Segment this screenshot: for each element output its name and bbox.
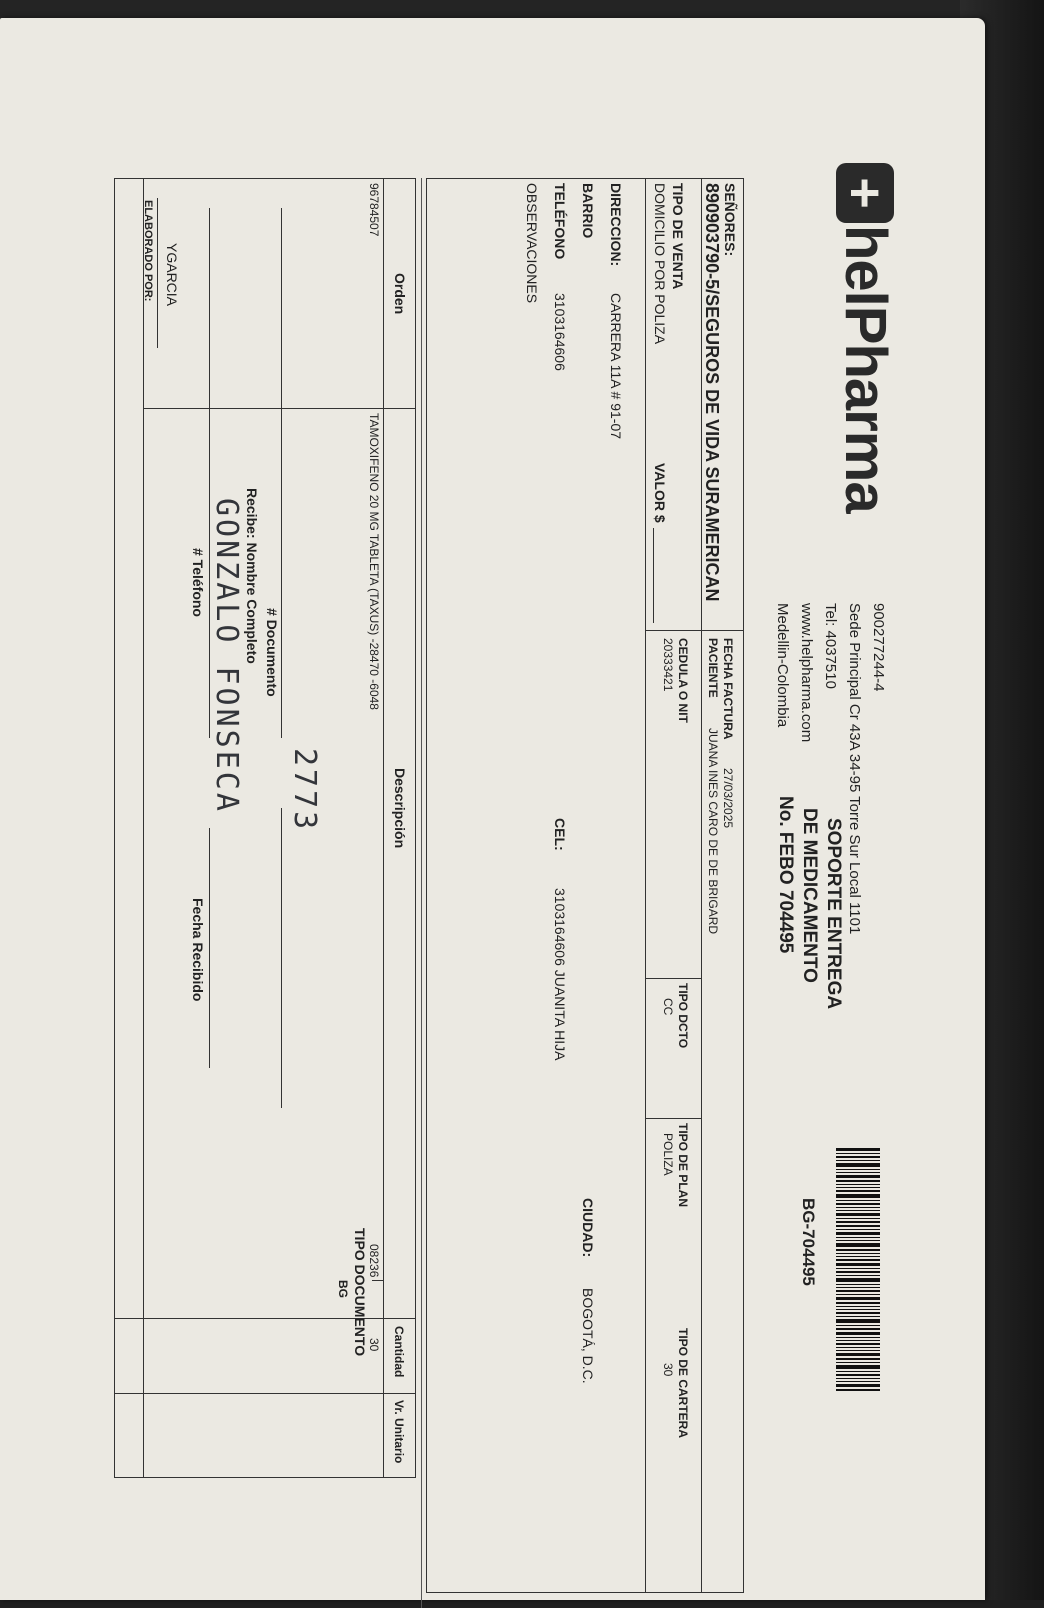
barcode-bar: [836, 1325, 880, 1326]
cedula-label: CEDULA O NIT: [676, 638, 690, 723]
logo-text: helPharma: [833, 225, 898, 513]
recibe-label: Recibe: Nombre Completo: [244, 488, 260, 664]
document-title: [773, 796, 845, 1010]
barcode-bar: [836, 1284, 880, 1285]
items-header-divider: [383, 178, 384, 1478]
barcode-bar: [836, 1187, 880, 1188]
title-line-1: SOPORTE ENTREGA: [823, 818, 844, 1010]
logo-plus-icon: +: [836, 163, 894, 223]
barcode-bar: [836, 1249, 880, 1251]
elaborado-by: YGARCIA: [164, 243, 180, 307]
tipo-dcto-label: TIPO DCTO: [676, 983, 690, 1049]
item-orden: 96784507: [367, 183, 381, 237]
barcode-bar: [836, 1190, 880, 1192]
tipo-plan-label: TIPO DE PLAN: [676, 1123, 690, 1208]
tipo-venta-value: DOMICILIO POR POLIZA: [652, 183, 668, 345]
barcode-bar: [836, 1194, 880, 1198]
signature-line-3: [209, 208, 210, 738]
cell-divider-1: [646, 978, 702, 979]
observaciones-label: OBSERVACIONES: [524, 183, 540, 304]
barcode-bar: [836, 1263, 880, 1266]
barcode-bar: [836, 1294, 880, 1295]
barcode: [836, 1148, 880, 1448]
valor-label: VALOR $: [652, 463, 668, 523]
signature-line-5: [157, 198, 158, 348]
company-phone: Tel: 4037510: [822, 603, 839, 689]
telefono-value: 3103164606: [552, 293, 568, 371]
tipo-plan-value: POLIZA: [661, 1133, 675, 1176]
barcode-bar: [836, 1221, 880, 1223]
helpharma-logo: [830, 163, 900, 513]
rotated-document-content: [60, 48, 900, 1588]
barcode-bar: [836, 1153, 880, 1154]
cell-divider-2: [646, 1118, 702, 1119]
barcode-bar: [836, 1200, 880, 1201]
col-header-cantidad: Cantidad: [392, 1326, 406, 1378]
fecha-factura-label: FECHA FACTURA: [721, 638, 735, 740]
barcode-bar: [836, 1312, 880, 1314]
barcode-bar: [836, 1243, 880, 1247]
barcode-bar: [836, 1328, 880, 1330]
barcode-bar: [836, 1297, 880, 1300]
barcode-bar: [836, 1302, 880, 1304]
barcode-bar: [836, 1213, 880, 1216]
paciente-value: JUANA INES CARO DE DE BRIGARD: [706, 728, 720, 935]
recibe-handwritten: GONZALO FONSECA: [209, 498, 244, 814]
company-address: Sede Principal Cr 43A 34-95 Torre Sur Local 1101: [846, 603, 863, 935]
barcode-bar: [836, 1232, 880, 1235]
barcode-bar: [836, 1184, 880, 1185]
barcode-bar: [836, 1253, 880, 1254]
telefono-footer-label: # Teléfono: [190, 548, 206, 617]
elaborado-label: ELABORADO POR:: [142, 200, 154, 302]
barcode-bar: [836, 1240, 880, 1241]
barcode-bar: [836, 1275, 880, 1276]
client-name: 890903790-5/SEGUROS DE VIDA SURAMERICAN: [702, 183, 722, 602]
barcode-bar: [836, 1259, 880, 1261]
header-divider-2: [645, 178, 646, 1593]
barcode-bar: [836, 1381, 880, 1382]
barcode-bar: [836, 1169, 880, 1170]
barcode-text: BG-704495: [799, 1198, 818, 1286]
paciente-label: PACIENTE: [706, 638, 720, 698]
barrio-label: BARRIO: [580, 183, 596, 239]
barcode-bar: [836, 1287, 880, 1288]
barcode-bar: [836, 1172, 880, 1173]
barcode-bar: [836, 1163, 880, 1167]
barcode-bar: [836, 1225, 880, 1227]
signature-line-1: [281, 208, 282, 738]
items-col-divider-3: [114, 1393, 416, 1394]
document-number: No. FEBO 704495: [775, 796, 796, 954]
barcode-bar: [836, 1229, 880, 1230]
cel-label: CEL:: [552, 818, 568, 851]
ciudad-label: CIUDAD:: [580, 1198, 596, 1258]
barcode-bar: [836, 1340, 880, 1341]
barcode-bar: [836, 1278, 880, 1282]
barcode-bar: [836, 1306, 880, 1307]
ciudad-value: BOGOTÁ, D.C.: [580, 1288, 596, 1384]
items-top-rule: [421, 178, 422, 1608]
barcode-bar: [836, 1309, 880, 1310]
barcode-bar: [836, 1316, 880, 1317]
company-nit: 900277244-4: [870, 603, 887, 692]
direccion-label: DIRECCION:: [608, 183, 624, 267]
barcode-bar: [836, 1271, 880, 1273]
items-col-divider-2: [114, 1318, 416, 1319]
col-header-vr-unitario: Vr. Unitario: [392, 1400, 406, 1464]
item-descripcion: TAMOXIFENO 20 MG TABLETA (TAXUS) -28470 -6048: [367, 413, 381, 710]
signature-line-2: [281, 808, 282, 1108]
company-city: Medellin-Colombia: [774, 603, 791, 728]
barcode-bar: [836, 1319, 880, 1323]
fecha-recibido-label: Fecha Recibido: [190, 898, 206, 1002]
barcode-bar: [836, 1175, 880, 1178]
documento-handwritten: 2773: [287, 748, 322, 833]
barcode-bar: [836, 1160, 880, 1161]
barcode-bar: [836, 1290, 880, 1292]
barcode-bar: [836, 1218, 880, 1219]
direccion-value: CARRERA 11A # 91-07: [608, 293, 624, 440]
item-codigo: 08236: [367, 1244, 381, 1278]
company-web: www.helpharma.com: [798, 603, 815, 743]
barcode-bar: [836, 1371, 880, 1372]
barcode-bar: [836, 1180, 880, 1182]
tipo-documento-label: TIPO DOCUMENTO: [352, 1228, 368, 1357]
barcode-bar: [836, 1203, 880, 1205]
tipo-cartera-label: TIPO DE CARTERA: [676, 1328, 690, 1439]
telefono-label: TELÉFONO: [552, 183, 568, 260]
barcode-bar: [836, 1378, 880, 1379]
documento-label: # Documento: [264, 608, 280, 697]
items-table: [114, 178, 416, 1478]
tipo-cartera-value: 30: [661, 1363, 675, 1377]
header-split: [646, 630, 744, 631]
tipo-venta-label: TIPO DE VENTA: [670, 183, 686, 290]
valor-field: [653, 528, 654, 623]
signature-line-4: [209, 828, 210, 1068]
barcode-bar: [836, 1148, 880, 1151]
tipo-documento-value: BG: [336, 1280, 350, 1298]
col-header-descripcion: Descripción: [392, 768, 408, 849]
barcode-bar: [836, 1237, 880, 1238]
barcode-bar: [836, 1256, 880, 1257]
barcode-bar: [836, 1210, 880, 1211]
barcode-bar: [836, 1374, 880, 1376]
barcode-bar: [836, 1389, 880, 1391]
codigo-divider: [372, 1280, 384, 1281]
barcode-bar: [836, 1358, 880, 1360]
fecha-factura-value: 27/03/2025: [721, 768, 735, 829]
barcode-bar: [836, 1332, 880, 1335]
cedula-value: 20333421: [661, 638, 675, 692]
senores-label: SEÑORES:: [722, 183, 738, 257]
barcode-bar: [836, 1156, 880, 1158]
barcode-bar: [836, 1362, 880, 1363]
barcode-bar: [836, 1365, 880, 1369]
tipo-dcto-value: CC: [661, 998, 675, 1016]
barcode-bar: [836, 1353, 880, 1356]
item-cantidad: 30: [367, 1338, 381, 1352]
cel-value: 3103164606 JUANITA HIJA: [552, 888, 568, 1061]
barcode-bar: [836, 1347, 880, 1348]
barcode-bar: [836, 1268, 880, 1269]
items-bottom-divider: [143, 178, 144, 1478]
barcode-bar: [836, 1343, 880, 1345]
items-col-divider-1: [144, 408, 416, 409]
barcode-bar: [836, 1350, 880, 1351]
title-line-2: DE MEDICAMENTO: [799, 808, 820, 983]
col-header-orden: Orden: [392, 273, 408, 315]
barcode-bar: [836, 1384, 880, 1387]
barcode-bar: [836, 1207, 880, 1208]
barcode-bar: [836, 1337, 880, 1338]
